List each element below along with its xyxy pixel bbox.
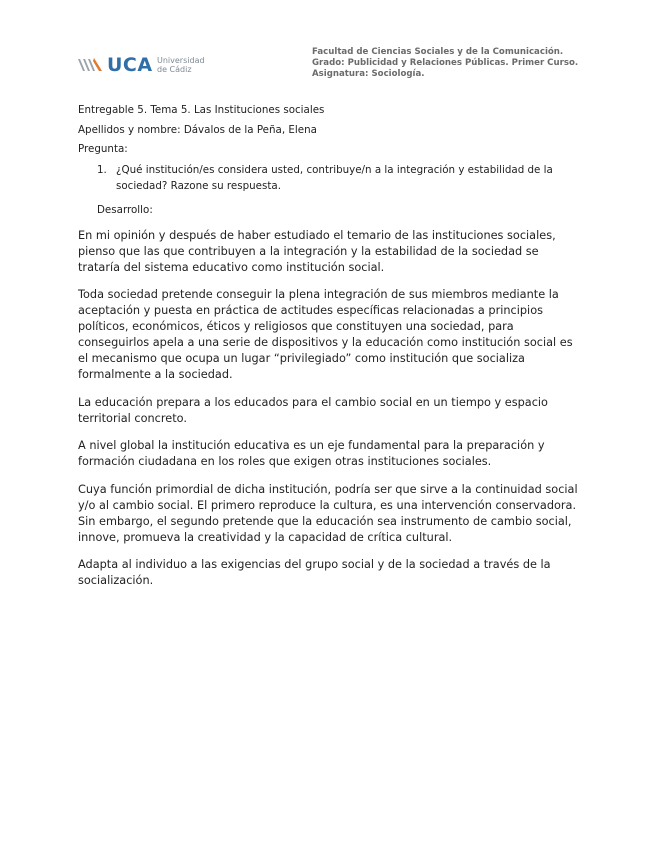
author-line: Apellidos y nombre: Dávalos de la Peña, Elena xyxy=(78,124,317,136)
development-label: Desarrollo: xyxy=(97,204,153,216)
faculty-line: Facultad de Ciencias Sociales y de la Comunicación. xyxy=(312,47,564,57)
logo-university-line-1: Universidad xyxy=(157,56,205,65)
paragraph-6: Adapta al individuo a las exigencias del grupo social y de la sociedad a través de la socialización. xyxy=(78,558,551,587)
paragraph-5: Cuya función primordial de dicha institución, podría ser que sirve a la continuidad social y/o al cambio social. El primero reproduce la cultura, es una intervención conservadora. Sin embargo, el segundo pretende que la educación sea instrumento de cambio social, innove, promueva la creatividad y la capacidad de crítica cultural. xyxy=(78,483,578,544)
paragraph-3: La educación prepara a los educados para el cambio social en un tiempo y espacio territorial concreto. xyxy=(78,396,548,425)
question-item xyxy=(97,162,577,194)
logo-university-line-2: de Cádiz xyxy=(157,65,192,74)
header-info xyxy=(312,47,578,80)
uca-logo xyxy=(77,52,217,78)
uca-emblem-icon xyxy=(77,56,103,74)
degree-line: Grado: Publicidad y Relaciones Públicas. Primer Curso. xyxy=(312,58,579,68)
logo-uca-text: UCA xyxy=(107,54,153,76)
paragraph-1: En mi opinión y después de haber estudiado el temario de las instituciones sociales, pienso que las que contribuyen a la integración y la estabilidad de la sociedad se trataría del sistema educativo como institución social. xyxy=(78,229,556,274)
deliverable-title: Entregable 5. Tema 5. Las Instituciones sociales xyxy=(78,104,325,116)
logo-university-text xyxy=(157,56,205,74)
question-label: Pregunta: xyxy=(78,143,128,155)
subject-line: Asignatura: Sociología. xyxy=(312,69,425,79)
paragraph-2: Toda sociedad pretende conseguir la plena integración de sus miembros mediante la aceptación y puesta en práctica de actitudes específicas relacionadas a principios políticos, económicos, éticos y religiosos que constituyen una sociedad, para conseguirlos apela a una serie de dispositivos y la educación como institución social es el mecanismo que ocupa un lugar “privilegiado” como institución que socializa formalmente a la sociedad. xyxy=(78,288,573,381)
question-number: 1. xyxy=(97,164,107,176)
paragraph-4: A nivel global la institución educativa es un eje fundamental para la preparación y formación ciudadana en los roles que exigen otras instituciones sociales. xyxy=(78,439,545,468)
question-text: ¿Qué institución/es considera usted, contribuye/n a la integración y estabilidad de la sociedad? Razone su respuesta. xyxy=(116,164,553,192)
